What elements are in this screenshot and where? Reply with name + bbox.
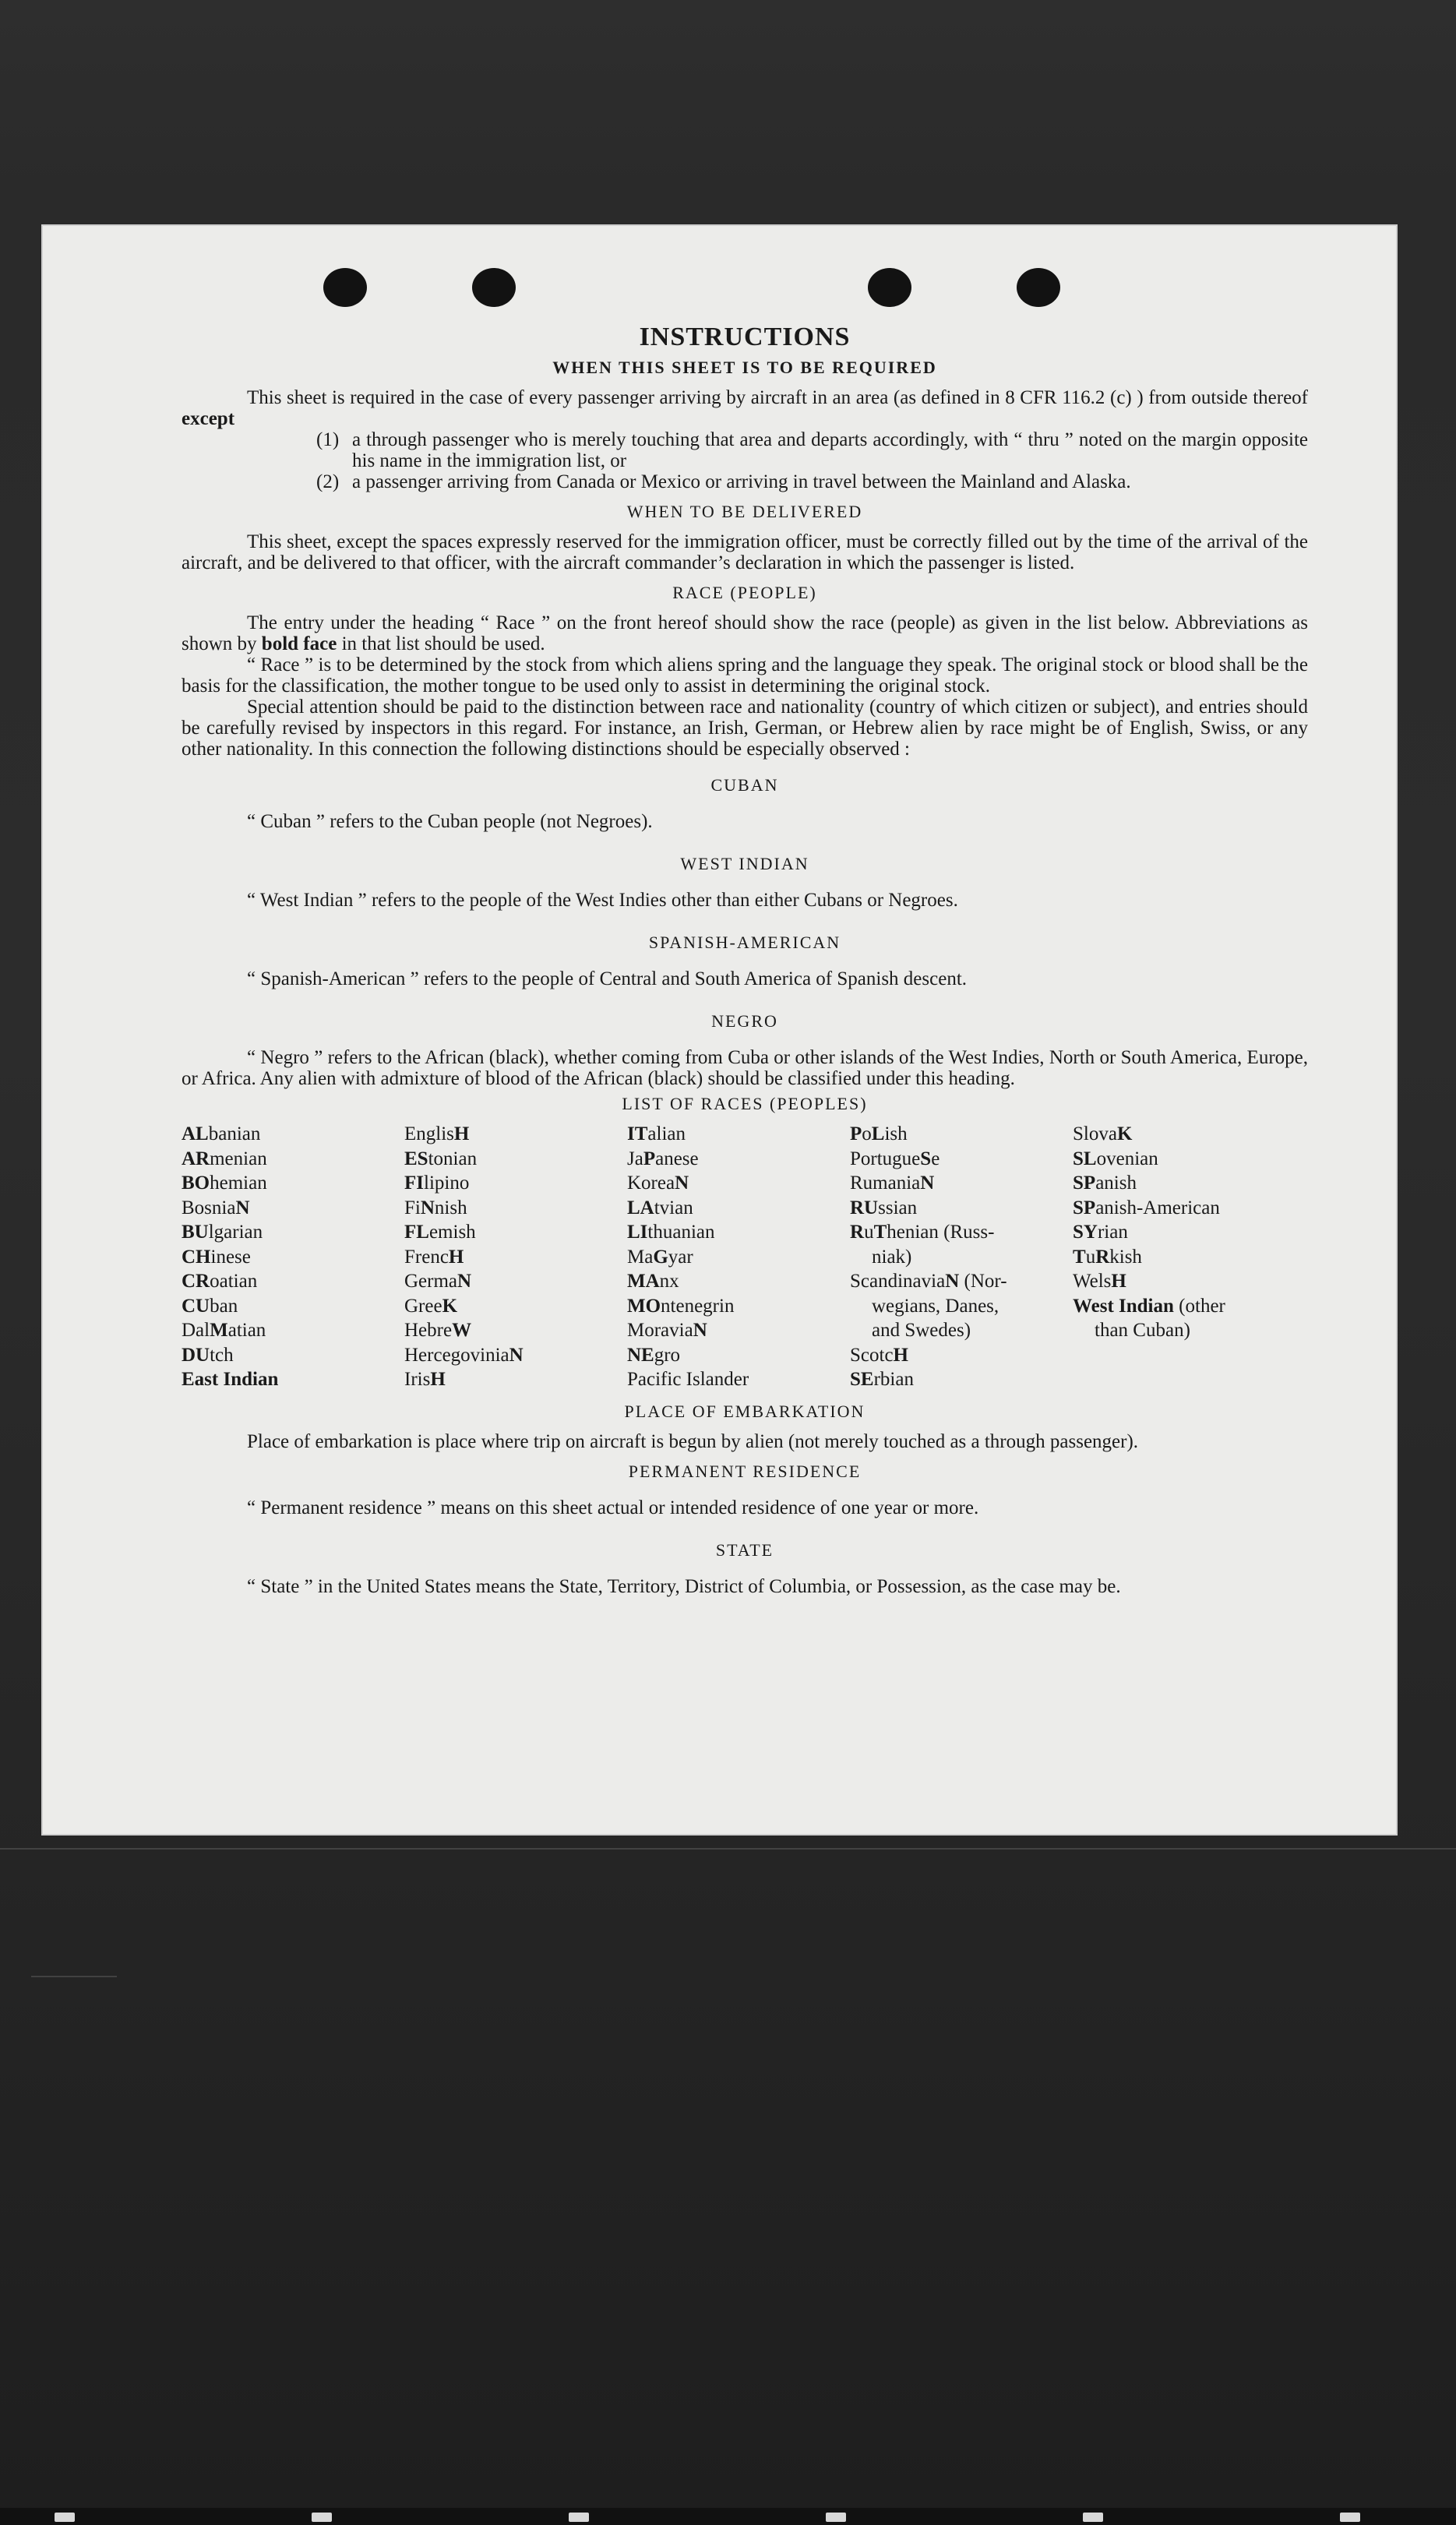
race-text: Gree xyxy=(404,1295,442,1317)
required-item-1 xyxy=(316,429,1308,471)
state-text: “ State ” in the United States means the State, Territory, District of Columbia, or Possession, as the case may be. xyxy=(247,1575,1121,1597)
race-entry xyxy=(182,1343,404,1368)
race-entry xyxy=(404,1269,627,1294)
item-text: a through passenger who is merely touching that area and departs accordingly, with “ thru ” noted on the margin opposite his name in the immigration list, or xyxy=(352,429,1308,471)
race-abbrev: SP xyxy=(1073,1173,1096,1194)
race-abbrev: CH xyxy=(182,1246,211,1268)
race-abbrev: MA xyxy=(627,1271,660,1292)
race-abbrev: SL xyxy=(1073,1148,1097,1169)
race-text: e xyxy=(931,1148,940,1169)
race-entry xyxy=(850,1269,1073,1294)
cuban-text: “ Cuban ” refers to the Cuban people (not Negroes). xyxy=(247,811,653,832)
race-entry xyxy=(1073,1171,1296,1196)
race-abbrev: R xyxy=(850,1222,865,1243)
race-text: Iris xyxy=(404,1369,431,1390)
race-text: oatian xyxy=(210,1271,258,1292)
race-abbrev: BO xyxy=(182,1173,210,1194)
race-text: rian xyxy=(1097,1222,1128,1243)
race-entry xyxy=(404,1122,627,1147)
race-text: Pacific Islander xyxy=(627,1369,749,1390)
sprocket-hole xyxy=(55,2513,75,2522)
race-entry xyxy=(1073,1196,1296,1221)
delivered-text: This sheet, except the spaces expressly reserved for the immigration officer, must be correctly filled out by the time of the arrival of the aircraft, and be delivered to that officer, with the aircraft commander’s declaration in which the passenger is listed. xyxy=(182,531,1308,573)
race-abbrev: BU xyxy=(182,1222,209,1243)
race-abbrev: G xyxy=(653,1246,668,1268)
heading-races-list: LIST OF RACES (PEOPLES) xyxy=(622,1094,868,1113)
race-abbrev: N xyxy=(693,1320,707,1341)
race-text: Frenc xyxy=(404,1246,449,1268)
race-text: Hebre xyxy=(404,1320,453,1341)
race-abbrev: K xyxy=(442,1295,458,1317)
race-abbrev: SP xyxy=(1073,1197,1096,1218)
heading-race: RACE (PEOPLE) xyxy=(672,583,817,602)
heading-embarkation: PLACE OF EMBARKATION xyxy=(624,1401,865,1421)
item-number: (2) xyxy=(316,471,340,492)
race-paragraph-1 xyxy=(182,612,1308,654)
race-p1-bold: bold face xyxy=(261,633,337,654)
race-abbrev: IT xyxy=(627,1123,648,1144)
race-abbrev: H xyxy=(1111,1271,1126,1292)
race-entry xyxy=(404,1147,627,1172)
race-text: (other xyxy=(1173,1295,1225,1317)
race-text: Scandinavia xyxy=(850,1271,946,1292)
race-column xyxy=(182,1122,404,1392)
race-text: banian xyxy=(208,1123,261,1144)
punch-hole xyxy=(1017,268,1060,307)
race-entry xyxy=(1073,1147,1296,1172)
race-text: nx xyxy=(659,1271,679,1292)
race-abbrev: K xyxy=(1116,1123,1133,1144)
race-abbrev: H xyxy=(448,1246,464,1268)
race-entry xyxy=(404,1171,627,1196)
race-text: lgarian xyxy=(208,1222,263,1243)
residence-text: “ Permanent residence ” means on this sheet actual or intended residence of one year or more. xyxy=(247,1497,979,1518)
race-entry xyxy=(627,1171,850,1196)
race-entry xyxy=(850,1220,1073,1245)
race-abbrev: W xyxy=(452,1320,472,1341)
race-text: alian xyxy=(647,1123,686,1144)
race-text: Moravia xyxy=(627,1320,693,1341)
race-entry: niak) xyxy=(872,1246,912,1268)
race-text: Rumania xyxy=(850,1173,921,1194)
race-entry xyxy=(1073,1269,1296,1294)
heading-delivered: WHEN TO BE DELIVERED xyxy=(626,502,863,521)
race-entry: than Cuban) xyxy=(1095,1320,1190,1341)
race-text: u xyxy=(1085,1246,1096,1268)
race-text: Germa xyxy=(404,1271,458,1292)
race-entry: and Swedes) xyxy=(872,1320,971,1341)
race-column xyxy=(627,1122,850,1392)
race-abbrev: H xyxy=(430,1369,446,1390)
race-text: anish xyxy=(1095,1173,1137,1194)
race-entry xyxy=(182,1147,404,1172)
sprocket-hole xyxy=(569,2513,589,2522)
race-text: Fi xyxy=(404,1197,421,1218)
race-entry xyxy=(627,1122,850,1147)
race-abbrev: FI xyxy=(404,1173,424,1194)
race-entry xyxy=(627,1318,850,1343)
race-text: menian xyxy=(210,1148,267,1169)
race-column xyxy=(1073,1122,1296,1392)
film-strip-edge xyxy=(0,2508,1456,2525)
race-abbrev: T xyxy=(873,1222,887,1243)
race-text: Bosnia xyxy=(182,1197,236,1218)
race-text: ovenian xyxy=(1096,1148,1158,1169)
race-abbrev: H xyxy=(893,1344,908,1366)
race-entry xyxy=(182,1245,404,1270)
race-abbrev: L xyxy=(871,1123,885,1144)
race-text: anish-American xyxy=(1095,1197,1220,1218)
race-abbrev: R xyxy=(1095,1246,1110,1268)
race-abbrev: N xyxy=(509,1344,524,1366)
race-abbrev: H xyxy=(453,1123,470,1144)
race-text: thuanian xyxy=(647,1222,715,1243)
race-text: (Nor- xyxy=(959,1271,1007,1292)
heading-residence: PERMANENT RESIDENCE xyxy=(628,1461,862,1481)
race-entry xyxy=(627,1196,850,1221)
race-text: anese xyxy=(655,1148,699,1169)
race-abbrev: LI xyxy=(627,1222,648,1243)
race-abbrev: N xyxy=(457,1271,472,1292)
race-text: Dal xyxy=(182,1320,210,1341)
heading-negro: NEGRO xyxy=(711,1011,778,1031)
race-abbrev: CR xyxy=(182,1271,210,1292)
race-abbrev: ES xyxy=(404,1148,428,1169)
punch-hole xyxy=(472,268,516,307)
race-entry xyxy=(404,1343,627,1368)
heading-cuban: CUBAN xyxy=(710,775,779,795)
required-intro-bold: except xyxy=(182,408,235,429)
sprocket-hole xyxy=(1083,2513,1103,2522)
race-entry xyxy=(850,1367,1073,1392)
race-abbrev: FL xyxy=(404,1222,429,1243)
race-abbrev: East Indian xyxy=(182,1369,279,1390)
race-entry xyxy=(404,1294,627,1319)
race-entry xyxy=(404,1367,627,1392)
race-abbrev: CU xyxy=(182,1295,210,1317)
race-text: Ma xyxy=(627,1246,654,1268)
item-number: (1) xyxy=(316,429,340,450)
race-abbrev: P xyxy=(850,1123,862,1144)
race-entry xyxy=(850,1171,1073,1196)
race-text: tonian xyxy=(428,1148,478,1169)
race-text: ssian xyxy=(878,1197,918,1218)
race-entry xyxy=(627,1147,850,1172)
race-abbrev: West Indian xyxy=(1073,1295,1174,1317)
race-entry xyxy=(627,1294,850,1319)
race-abbrev: DU xyxy=(182,1344,210,1366)
embarkation-text: Place of embarkation is place where trip on aircraft is begun by alien (not merely touched as a through passenger). xyxy=(247,1430,1139,1452)
punch-hole xyxy=(868,268,911,307)
race-text: Portugue xyxy=(850,1148,921,1169)
race-entry xyxy=(182,1318,404,1343)
race-entry xyxy=(404,1196,627,1221)
race-paragraph-3: Special attention should be paid to the distinction between race and nationality (country of which citizen or subject), and entries should be carefully revised by inspectors in this regard. For instance, an Irish, German, or Hebrew alien by race might be of English, Swiss, or any other nationality. In this connection the following distinctions should be especially observed : xyxy=(182,696,1308,760)
races-list xyxy=(182,1122,1308,1392)
race-p1-text-end: in that list should be used. xyxy=(341,633,545,654)
west-indian-text: “ West Indian ” refers to the people of the West Indies other than either Cubans or Negroes. xyxy=(247,890,958,911)
spanish-american-text: “ Spanish-American ” refers to the people of Central and South America of Spanish descent. xyxy=(247,968,968,989)
race-abbrev: RU xyxy=(850,1197,879,1218)
race-text: tvian xyxy=(654,1197,693,1218)
race-abbrev: N xyxy=(945,1271,960,1292)
film-streak xyxy=(0,1848,1456,1850)
race-entry xyxy=(404,1245,627,1270)
race-abbrev: N xyxy=(920,1173,935,1194)
race-entry xyxy=(850,1196,1073,1221)
race-text: lipino xyxy=(424,1173,470,1194)
race-text: ish xyxy=(884,1123,908,1144)
race-entry xyxy=(404,1220,627,1245)
race-text: rbian xyxy=(873,1369,914,1390)
race-entry xyxy=(1073,1220,1296,1245)
race-abbrev: N xyxy=(675,1173,689,1194)
sprocket-hole xyxy=(1340,2513,1360,2522)
race-entry xyxy=(182,1269,404,1294)
required-intro-text: This sheet is required in the case of every passenger arriving by aircraft in an area (as defined in 8 CFR 116.2 (c) ) from outside thereof xyxy=(247,387,1308,408)
heading-west-indian: WEST INDIAN xyxy=(680,854,809,873)
race-paragraph-2: “ Race ” is to be determined by the stock from which aliens spring and the language they speak. The original stock or blood shall be the basis for the classification, the mother tongue to be used only to assist in determining the original stock. xyxy=(182,654,1308,696)
race-text: tch xyxy=(210,1344,234,1366)
race-text: Korea xyxy=(627,1173,675,1194)
sprocket-hole xyxy=(312,2513,332,2522)
race-text: nish xyxy=(434,1197,467,1218)
race-text: Wels xyxy=(1073,1271,1112,1292)
race-abbrev: LA xyxy=(627,1197,654,1218)
race-entry xyxy=(1073,1245,1296,1270)
race-abbrev: S xyxy=(920,1148,932,1169)
race-entry xyxy=(627,1343,850,1368)
race-entry xyxy=(850,1343,1073,1368)
race-column xyxy=(404,1122,627,1392)
heading-required: WHEN THIS SHEET IS TO BE REQUIRED xyxy=(552,358,937,377)
race-text: Scotc xyxy=(850,1344,894,1366)
race-entry: wegians, Danes, xyxy=(872,1295,999,1317)
race-entry xyxy=(627,1367,850,1392)
race-abbrev: SY xyxy=(1073,1222,1098,1243)
race-text: u xyxy=(864,1222,874,1243)
race-entry xyxy=(182,1122,404,1147)
race-text: Ja xyxy=(627,1148,643,1169)
race-text: kish xyxy=(1109,1246,1142,1268)
race-entry xyxy=(627,1220,850,1245)
race-abbrev: NE xyxy=(627,1344,654,1366)
race-abbrev: N xyxy=(235,1197,250,1218)
race-text: hemian xyxy=(210,1173,267,1194)
race-entry xyxy=(404,1318,627,1343)
race-text: henian (Russ- xyxy=(887,1222,995,1243)
race-abbrev: MO xyxy=(627,1295,661,1317)
race-column xyxy=(850,1122,1073,1392)
instruction-sheet xyxy=(41,224,1398,1836)
race-text: o xyxy=(862,1123,872,1144)
race-entry xyxy=(850,1122,1073,1147)
item-text: a passenger arriving from Canada or Mexico or arriving in travel between the Mainland and Alaska. xyxy=(352,471,1131,492)
race-abbrev: SE xyxy=(850,1369,874,1390)
race-entry xyxy=(182,1367,404,1392)
page-title: INSTRUCTIONS xyxy=(639,323,851,351)
race-abbrev: AR xyxy=(182,1148,210,1169)
required-intro xyxy=(182,387,1308,429)
race-entry xyxy=(1073,1294,1296,1319)
required-item-2 xyxy=(316,471,1308,492)
negro-text: “ Negro ” refers to the African (black), whether coming from Cuba or other islands of the West Indies, North or South America, Europe, or Africa. Any alien with admixture of blood of the African (black) should be classified under this heading. xyxy=(182,1047,1308,1089)
race-abbrev: AL xyxy=(182,1123,209,1144)
race-text: Hercegovinia xyxy=(404,1344,509,1366)
film-scratch xyxy=(31,1976,117,1977)
race-entry xyxy=(627,1269,850,1294)
race-text: Englis xyxy=(404,1123,454,1144)
race-entry xyxy=(1073,1122,1296,1147)
race-text: atian xyxy=(227,1320,266,1341)
instructions-body xyxy=(182,322,1308,1597)
race-text: ntenegrin xyxy=(661,1295,735,1317)
race-abbrev: T xyxy=(1073,1246,1086,1268)
race-entry xyxy=(850,1147,1073,1172)
race-p1-text: The entry under the heading “ Race ” on the front hereof should show the race (people) as given in the list below. Abbreviations as shown by xyxy=(182,612,1308,654)
punch-hole xyxy=(323,268,367,307)
race-abbrev: N xyxy=(420,1197,435,1218)
sprocket-hole xyxy=(826,2513,846,2522)
race-entry xyxy=(182,1171,404,1196)
race-text: Slova xyxy=(1073,1123,1117,1144)
heading-spanish-american: SPANISH-AMERICAN xyxy=(648,933,841,952)
race-text: inese xyxy=(210,1246,251,1268)
race-text: gro xyxy=(654,1344,681,1366)
race-text: yar xyxy=(668,1246,693,1268)
race-text: emish xyxy=(428,1222,476,1243)
race-entry xyxy=(182,1220,404,1245)
race-entry xyxy=(627,1245,850,1270)
race-abbrev: M xyxy=(210,1320,228,1341)
race-entry xyxy=(182,1294,404,1319)
race-abbrev: P xyxy=(643,1148,656,1169)
race-entry xyxy=(182,1196,404,1221)
race-text: ban xyxy=(210,1295,238,1317)
heading-state: STATE xyxy=(715,1539,774,1560)
